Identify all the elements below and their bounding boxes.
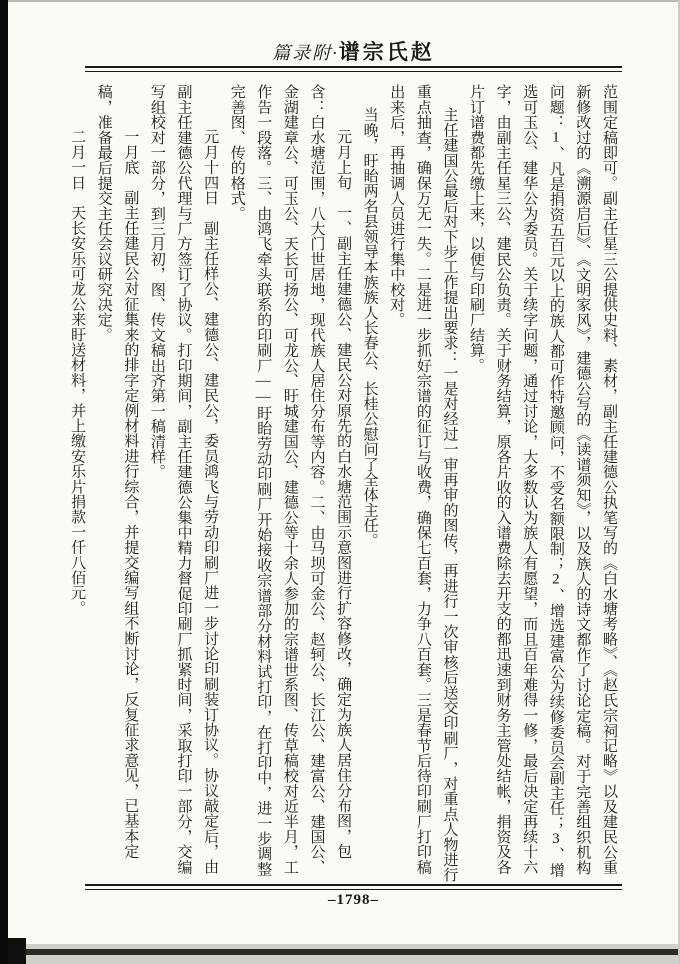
journal-entry: 一月底 副主任建民公对征集来的排字定例材料进行综合，并提交编写组不断讨论，反复征求意见，已基本定稿，准备最后提交主任会议研究决定。 <box>95 84 139 859</box>
footer-double-rule <box>85 884 622 890</box>
running-head <box>85 36 622 64</box>
text-block <box>69 84 622 882</box>
journal-entry: 二月一日 天长安乐可龙公来盱送材料，并上缴安乐片捐款一仟八佰元。 <box>69 129 86 616</box>
header-double-rule <box>85 66 622 72</box>
scan-edge-top <box>0 0 680 2</box>
scan-edge-left <box>0 0 8 964</box>
journal-entry: 元月十四日 副主任样公、建德公、建民公，委员鸿飞与劳动印刷厂进一步讨论印刷装订协议。协议敲定后，由副主任建德公代理与厂方签订了协议。打印期间，副主任建德公集中精力督促印刷厂抓紧时间，采取打印一部分，交编写组校对一部分，到三月初，图、传文稿出齐第一稿清样。 <box>148 84 219 875</box>
paragraph: 当晚，盱眙两名县领导本族族人长春公、长桂公慰问了全体主任。 <box>361 106 378 548</box>
running-head-title: 谱宗氏赵 <box>338 40 435 64</box>
page-number: –1798– <box>328 892 379 908</box>
paragraph: 范围定稿即可。副主任星三公提供史料、素材，副主任建德公执笔写的《白水塘考略》、《赵氏宗祠记略》以及建民公重新修改过的《溯源启后》、《文明家风》，建德公写的《读谱须知》，以及族人的诗文都作了讨论定稿。对于完善组织机构问题：1、凡是捐资五百元以上的族人都可作特邀顾问，不受名额限制；2、增选建富公为续修委员会副主任；3、增选可玉公、建华公为委员。关于续字问题，通过讨论，大多数认为族人有愿望，而且百年难得一修，最后决定再续十六字，由副主任星三公、建民公负责。关于财务结算，原各片收的入谱费除去开支的都迅速到财务主管处结帐，捐资及各片订谱费都先缴上来，以便与印刷厂结算。 <box>468 84 617 878</box>
scan-line-bottom <box>0 949 680 955</box>
journal-entry: 元月上旬 一、副主任建德公、建民公对原先的白水塘范围示意图进行扩容修改，确定为族人居住分布图，包含：白水塘范围，八大门世居地，现代族人居住分布等内容。二、由马坝可金公、赵轲公、长江公、建富公、建国公、金湖建章公、可玉公、天长可扬公、可龙公、盱城建国公、建德公等十余人参加的宗谱世系图、传草稿校对近半月，工作告一段落。三、由鸿飞牵头联系的印刷厂——盱眙劳动印刷厂开始接收宗谱部分材料试打印，在打印中，进一步调整完善图、传的格式。 <box>228 84 352 877</box>
running-head-section: 篇录附· <box>272 43 339 63</box>
paragraph: 主任建国公最后对下步工作提出要求：一是对经过一审再审的图传，再进行一次审核后送交印刷厂，对重点人物进行重点抽查，确保万无一失。二是进一步抓好宗谱的征订与收费，确保七百套，力争八百套。三是春节后待印刷厂打印稿出来后，再抽调人员进行集中校对。 <box>388 84 458 882</box>
